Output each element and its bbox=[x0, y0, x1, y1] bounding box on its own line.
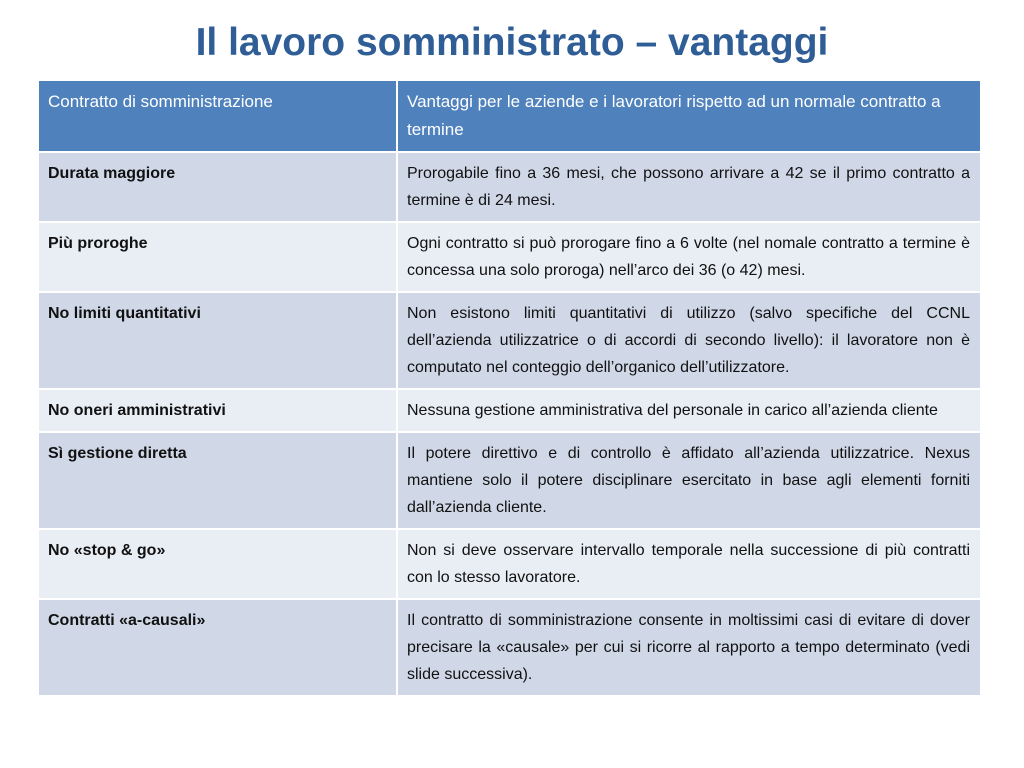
row-description: Nessuna gestione amministrativa del personale in carico all’azienda cliente bbox=[397, 389, 981, 432]
table-row bbox=[38, 292, 981, 389]
row-description: Prorogabile fino a 36 mesi, che possono arrivare a 42 se il primo contratto a termine è di 24 mesi. bbox=[397, 152, 981, 222]
row-description: Non esistono limiti quantitativi di utilizzo (salvo specifiche del CCNL dell’azienda utilizzatrice o di accordi di secondo livello): il lavoratore non è computato nel conteggio dell’organico dell’utilizzatore. bbox=[397, 292, 981, 389]
row-feature: Durata maggiore bbox=[38, 152, 397, 222]
header-advantages: Vantaggi per le aziende e i lavoratori rispetto ad un normale contratto a termine bbox=[397, 80, 981, 152]
row-feature: Sì gestione diretta bbox=[38, 432, 397, 529]
table-row bbox=[38, 389, 981, 432]
table-row bbox=[38, 432, 981, 529]
row-feature: Contratti «a-causali» bbox=[38, 599, 397, 696]
advantages-table bbox=[37, 79, 982, 697]
row-description: Il potere direttivo e di controllo è affidato all’azienda utilizzatrice. Nexus mantiene solo il potere disciplinare esercitato in base agli elementi forniti dall’azienda cliente. bbox=[397, 432, 981, 529]
row-feature: No «stop & go» bbox=[38, 529, 397, 599]
row-feature: Più proroghe bbox=[38, 222, 397, 292]
row-description: Non si deve osservare intervallo temporale nella successione di più contratti con lo stesso lavoratore. bbox=[397, 529, 981, 599]
table-row bbox=[38, 222, 981, 292]
header-contract: Contratto di somministrazione bbox=[38, 80, 397, 152]
table-row bbox=[38, 529, 981, 599]
slide-title: Il lavoro somministrato – vantaggi bbox=[195, 21, 829, 64]
row-description: Il contratto di somministrazione consente in moltissimi casi di evitare di dover precisare la «causale» per cui si ricorre al rapporto a tempo determinato (vedi slide successiva). bbox=[397, 599, 981, 696]
row-feature: No limiti quantitativi bbox=[38, 292, 397, 389]
table-header-row bbox=[38, 80, 981, 152]
row-feature: No oneri amministrativi bbox=[38, 389, 397, 432]
table-row bbox=[38, 152, 981, 222]
table-row bbox=[38, 599, 981, 696]
row-description: Ogni contratto si può prorogare fino a 6 volte (nel nomale contratto a termine è concessa una solo proroga) nell’arco dei 36 (o 42) mesi. bbox=[397, 222, 981, 292]
